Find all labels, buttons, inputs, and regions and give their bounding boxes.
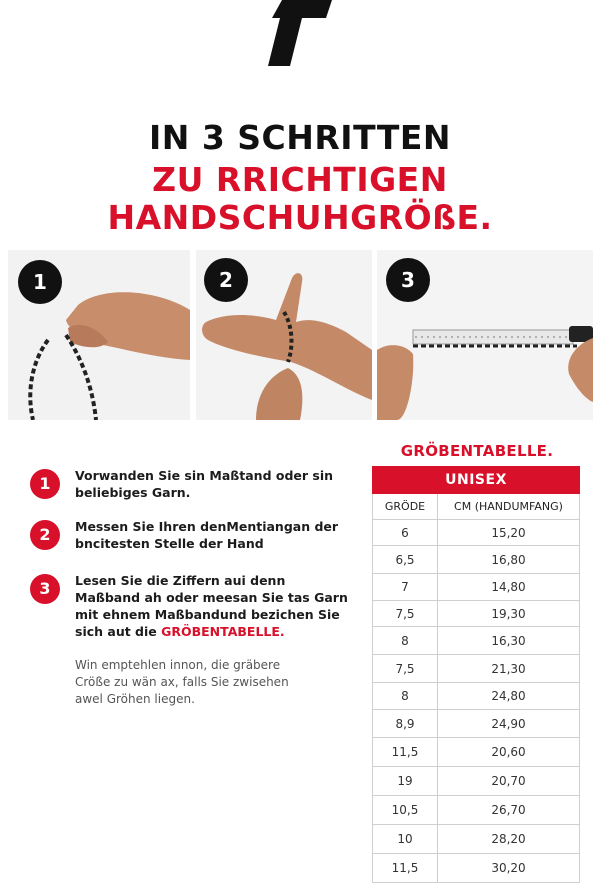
table-row [372, 854, 580, 883]
size-chart-reference: GRÖBENTABELLE. [161, 624, 285, 639]
cell-cm: 16,30 [491, 633, 526, 648]
cell-cm: 15,20 [491, 525, 526, 540]
table-row [372, 767, 580, 796]
table-header-unisex: UNISEX [372, 466, 580, 494]
table-column-headers [372, 494, 580, 520]
cell-size: 10 [373, 825, 438, 853]
column-size: GRÖDE [373, 494, 438, 519]
cell-size: 10,5 [373, 796, 438, 824]
table-row [372, 627, 580, 655]
cell-size: 7,5 [373, 601, 438, 626]
step-photo-badge: 3 [386, 258, 430, 302]
table-row [372, 546, 580, 574]
cell-cm: 30,20 [491, 861, 526, 875]
table-row [372, 520, 580, 546]
step-text: Vorwanden Sie sin Maßtand oder sin beliebiges Garn. [75, 468, 334, 500]
table-row [372, 796, 580, 825]
table-row [372, 710, 580, 738]
cell-size: 8,9 [373, 710, 438, 737]
cell-size: 7 [373, 574, 438, 600]
title-line-1: IN 3 SCHRITTEN [148, 118, 452, 157]
cell-cm: 28,20 [491, 832, 526, 846]
cell-cm: 20,70 [491, 774, 526, 788]
title-line-2: ZU RRICHTIGEN [152, 160, 448, 199]
cell-cm: 16,80 [491, 552, 526, 567]
table-row [372, 738, 580, 767]
table-row [372, 683, 580, 710]
cell-cm: 20,60 [491, 745, 526, 759]
cell-size: 8 [373, 627, 438, 654]
cell-size: 6 [373, 520, 438, 545]
step-photo-3 [377, 250, 593, 420]
step-text: Messen Sie Ihren denMentiangan der bncitesten Stelle der Hand [75, 519, 339, 551]
cell-size: 11,5 [373, 854, 438, 882]
cell-cm: 21,30 [491, 661, 526, 676]
table-row [372, 574, 580, 601]
cell-cm: 19,30 [491, 606, 526, 621]
step-photo-2 [196, 250, 372, 420]
step-text-main: Lesen Sie die Ziffern aui denn Maßband ah oder meesan Sie tas Garn mit ehnem Maßbandund bezichen Sie sich aut die [75, 573, 348, 639]
step-photo-1 [8, 250, 190, 420]
recommendation-note: Win emptehlen innon, die gräbere Cröße zu wän ax, falls Sie zwisehen awel Gröhen liegen. [75, 658, 289, 706]
table-row [372, 655, 580, 683]
cell-size: 11,5 [373, 738, 438, 766]
step-number: 2 [30, 520, 60, 550]
cell-size: 7,5 [373, 655, 438, 682]
cell-size: 6,5 [373, 546, 438, 573]
column-cm: CM (HANDUMFANG) [454, 500, 563, 513]
cell-size: 8 [373, 683, 438, 709]
step-text [75, 572, 350, 640]
brand-logo [262, 0, 344, 70]
step-number: 3 [30, 574, 60, 604]
cell-cm: 24,90 [491, 716, 526, 731]
cell-cm: 14,80 [491, 580, 526, 594]
table-row [372, 825, 580, 854]
cell-cm: 26,70 [491, 803, 526, 817]
cell-size: 19 [373, 767, 438, 795]
table-body [372, 520, 580, 883]
step-photo-badge: 2 [204, 258, 248, 302]
step-number: 1 [30, 469, 60, 499]
title-line-3: HANDSCHUHGRÖßE. [107, 198, 493, 237]
size-chart-title: GRÖBENTABELLE. [400, 442, 554, 460]
cell-cm: 24,80 [491, 689, 526, 703]
step-photo-badge: 1 [18, 260, 62, 304]
table-row [372, 601, 580, 627]
size-chart-table [372, 466, 580, 883]
